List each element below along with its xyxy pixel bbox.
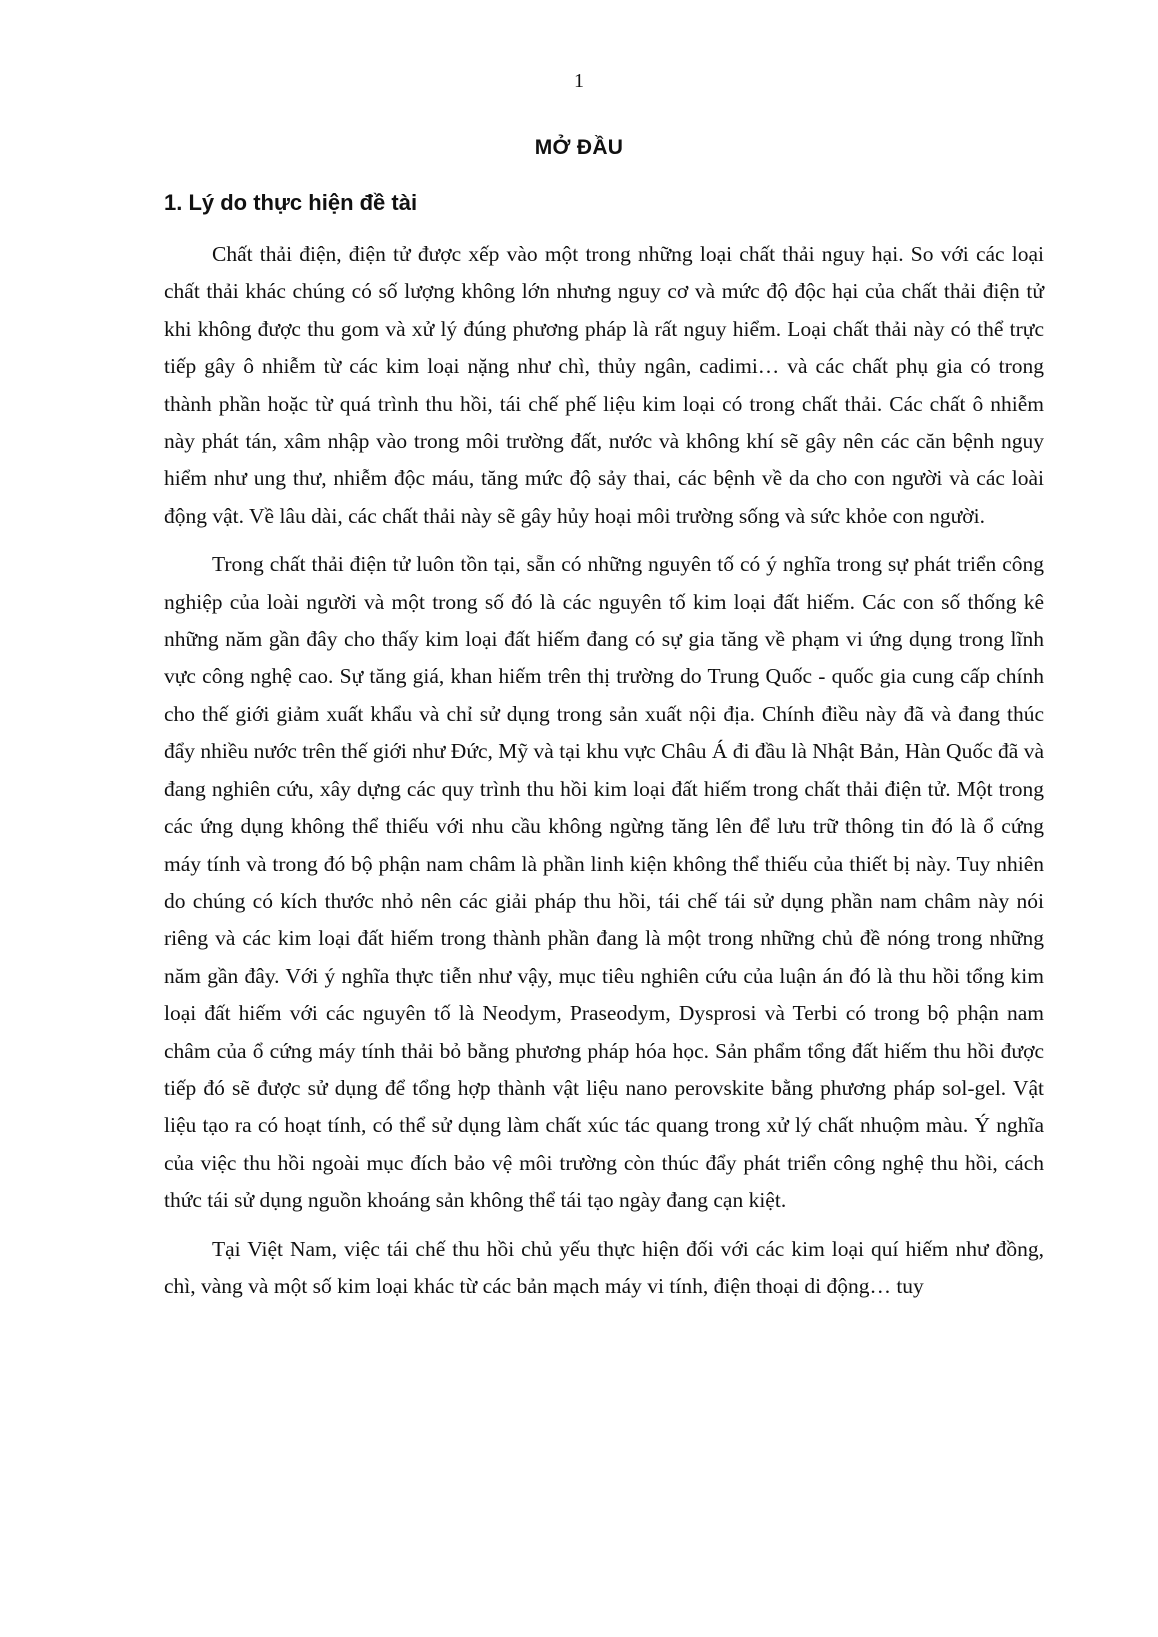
- paragraph-3: Tại Việt Nam, việc tái chế thu hồi chủ yếu thực hiện đối với các kim loại quí hiếm như đồng, chì, vàng và một số kim loại khác từ các bản mạch máy vi tính, điện thoại di động… tuy: [164, 1236, 1044, 1298]
- body-text: [164, 236, 1044, 1305]
- section-heading: 1. Lý do thực hiện đề tài: [164, 190, 418, 215]
- paragraph-2: Trong chất thải điện tử luôn tồn tại, sẵn có những nguyên tố có ý nghĩa trong sự phát triển công nghiệp của loài người và một trong số đó là các nguyên tố kim loại đất hiếm. Các con số thống kê những năm gần đây cho thấy kim loại đất hiếm đang có sự gia tăng về phạm vi ứng dụng trong lĩnh vực công nghệ cao. Sự tăng giá, khan hiếm trên thị trường do Trung Quốc - quốc gia cung cấp chính cho thế giới giảm xuất khẩu và chỉ sử dụng trong sản xuất nội địa. Chính điều này đã và đang thúc đẩy nhiều nước trên thế giới như Đức, Mỹ và tại khu vực Châu Á đi đầu là Nhật Bản, Hàn Quốc đã và đang nghiên cứu, xây dựng các quy trình thu hồi kim loại đất hiếm trong chất thải điện tử. Một trong các ứng dụng không thể thiếu với nhu cầu không ngừng tăng lên để lưu trữ thông tin đó là ổ cứng máy tính và trong đó bộ phận nam châm là phần linh kiện không thể thiếu của thiết bị này. Tuy nhiên do chúng có kích thước nhỏ nên các giải pháp thu hồi, tái chế tái sử dụng phần nam châm này nói riêng và các kim loại đất hiếm trong thành phần đang là một trong những chủ đề nóng trong những năm gần đây. Với ý nghĩa thực tiễn như vậy, mục tiêu nghiên cứu của luận án đó là thu hồi tổng kim loại đất hiếm với các nguyên tố là Neodym, Praseodym, Dysprosi và Terbi có trong bộ phận nam châm của ổ cứng máy tính thải bỏ bằng phương pháp hóa học. Sản phẩm tổng đất hiếm thu hồi được tiếp đó sẽ được sử dụng để tổng hợp thành vật liệu nano perovskite bằng phương pháp sol-gel. Vật liệu tạo ra có hoạt tính, có thể sử dụng làm chất xúc tác quang trong xử lý chất nhuộm màu. Ý nghĩa của việc thu hồi ngoài mục đích bảo vệ môi trường còn thúc đẩy phát triển công nghệ thu hồi, cách thức tái sử dụng nguồn khoáng sản không thể tái tạo ngày đang cạn kiệt.: [164, 552, 1044, 1213]
- page-number: 1: [574, 70, 584, 92]
- paragraph-1: Chất thải điện, điện tử được xếp vào một trong những loại chất thải nguy hại. So với các loại chất thải khác chúng có số lượng không lớn nhưng nguy cơ và mức độ độc hại của chất thải điện tử khi không được thu gom và xử lý đúng phương pháp là rất nguy hiểm. Loại chất thải này có thể trực tiếp gây ô nhiễm từ các kim loại nặng như chì, thủy ngân, cadimi… và các chất phụ gia có trong thành phần hoặc từ quá trình thu hồi, tái chế phế liệu kim loại có trong chất thải. Các chất ô nhiễm này phát tán, xâm nhập vào trong môi trường đất, nước và không khí sẽ gây nên các căn bệnh nguy hiểm như ung thư, nhiễm độc máu, tăng mức độ sảy thai, các bệnh về da cho con người và các loài động vật. Về lâu dài, các chất thải này sẽ gây hủy hoại môi trường sống và sức khỏe con người.: [164, 242, 1044, 528]
- chapter-title: MỞ ĐẦU: [534, 136, 624, 159]
